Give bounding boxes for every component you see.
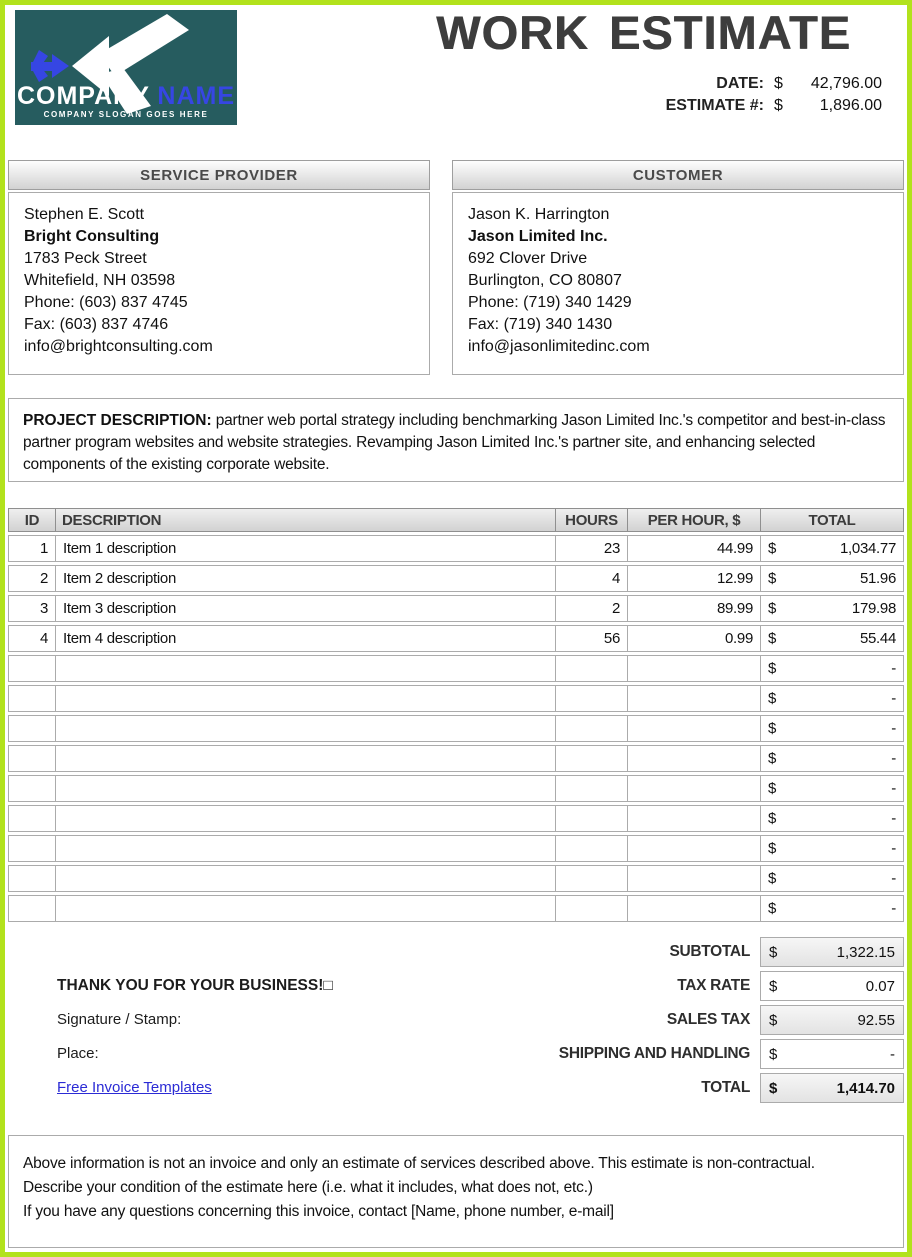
item-id-cell[interactable] (8, 655, 55, 682)
totals-label: TAX RATE (677, 977, 750, 994)
totals-value-cell (760, 937, 904, 967)
item-description-cell[interactable] (55, 745, 555, 772)
col-header-total: TOTAL (760, 508, 904, 532)
item-description-cell[interactable] (55, 715, 555, 742)
item-total-cell (760, 685, 904, 712)
item-total-cell-money (768, 570, 896, 587)
totals-amount: 0.07 (865, 977, 895, 995)
item-hours-cell[interactable] (555, 895, 627, 922)
disclaimer-line-2: Describe your condition of the estimate here (i.e. what it includes, what does not, etc.) (23, 1179, 593, 1196)
item-total-cell-amount: 1,034.77 (840, 540, 896, 557)
item-hours-cell[interactable] (555, 835, 627, 862)
item-total-cell (760, 595, 904, 622)
item-hours-cell[interactable] (555, 685, 627, 712)
company-slogan: COMPANY SLOGAN GOES HERE (43, 110, 209, 119)
item-id-cell[interactable] (8, 895, 55, 922)
project-description-box (8, 398, 904, 482)
col-header-per-hour: PER HOUR, $ (627, 508, 760, 532)
item-rate-cell[interactable]: 0.99 (627, 625, 760, 652)
estimate-number-currency: $ (774, 97, 783, 114)
totals-label: SUBTOTAL (669, 943, 750, 960)
free-invoice-templates-link[interactable]: Free Invoice Templates (57, 1079, 212, 1096)
item-total-cell (760, 805, 904, 832)
totals-label: SALES TAX (666, 1011, 750, 1028)
col-header-description: DESCRIPTION (55, 508, 555, 532)
item-hours-cell[interactable] (555, 715, 627, 742)
disclaimer-box (8, 1135, 904, 1248)
customer-fax: Fax: (719) 340 1430 (468, 316, 613, 333)
item-row-empty (8, 775, 904, 802)
item-total-cell-currency: $ (768, 900, 777, 917)
item-id-cell[interactable]: 3 (8, 595, 55, 622)
item-id-cell[interactable] (8, 865, 55, 892)
item-total-cell-amount: - (891, 720, 896, 737)
item-total-cell-amount: - (891, 870, 896, 887)
provider-name: Stephen E. Scott (24, 206, 145, 223)
item-rate-cell[interactable] (627, 895, 760, 922)
item-id-cell[interactable]: 4 (8, 625, 55, 652)
totals-value-cell (760, 1005, 904, 1035)
service-provider-details (8, 192, 430, 375)
item-total-cell (760, 865, 904, 892)
item-rate-cell[interactable]: 44.99 (627, 535, 760, 562)
item-id-cell[interactable]: 1 (8, 535, 55, 562)
item-hours-cell[interactable]: 4 (555, 565, 627, 592)
item-row-empty (8, 865, 904, 892)
item-total-cell (760, 565, 904, 592)
item-hours-cell[interactable] (555, 805, 627, 832)
thank-you-text: THANK YOU FOR YOUR BUSINESS!□ (57, 977, 333, 994)
item-description-cell[interactable] (55, 655, 555, 682)
item-total-cell-amount: - (891, 900, 896, 917)
item-total-cell-money (768, 600, 896, 617)
totals-currency: $ (769, 1045, 778, 1063)
item-total-cell-currency: $ (768, 570, 777, 587)
provider-email: info@brightconsulting.com (24, 338, 213, 355)
item-rate-cell[interactable] (627, 655, 760, 682)
item-total-cell-currency: $ (768, 540, 777, 557)
disclaimer-line-1: Above information is not an invoice and only an estimate of services described above. This estimate is non-contractual. (23, 1155, 815, 1172)
item-total-cell-currency: $ (768, 660, 777, 677)
item-row-empty (8, 835, 904, 862)
customer-street: 692 Clover Drive (468, 250, 588, 267)
totals-label: TOTAL (701, 1079, 750, 1096)
footer-left-column (57, 971, 477, 1107)
totals-value-cell (760, 1073, 904, 1103)
provider-street: 1783 Peck Street (24, 250, 147, 267)
item-description-cell[interactable] (55, 685, 555, 712)
customer-company: Jason Limited Inc. (468, 228, 608, 245)
item-id-cell[interactable] (8, 805, 55, 832)
item-total-cell-amount: 51.96 (859, 570, 896, 587)
company-logo (15, 10, 237, 125)
item-row-empty (8, 715, 904, 742)
item-rate-cell[interactable] (627, 775, 760, 802)
totals-currency: $ (769, 1079, 778, 1097)
estimate-number-value[interactable]: 1,896.00 (819, 97, 882, 114)
item-total-cell (760, 625, 904, 652)
item-total-cell-money (768, 750, 896, 767)
item-total-cell (760, 835, 904, 862)
totals-amount: 1,414.70 (836, 1079, 895, 1097)
item-row-empty (8, 685, 904, 712)
item-row (8, 625, 904, 652)
item-description-cell[interactable]: Item 1 description (55, 535, 555, 562)
totals-currency: $ (769, 1011, 778, 1029)
items-table-wrap (8, 505, 904, 925)
item-row-empty (8, 655, 904, 682)
items-header-row (8, 508, 904, 532)
customer-city: Burlington, CO 80807 (468, 272, 622, 289)
item-total-cell-currency: $ (768, 600, 777, 617)
item-row-empty (8, 745, 904, 772)
provider-city: Whitefield, NH 03598 (24, 272, 176, 289)
item-total-cell-money (768, 810, 896, 827)
col-header-id: ID (8, 508, 55, 532)
totals-amount: 1,322.15 (836, 943, 895, 961)
item-id-cell[interactable] (8, 715, 55, 742)
item-total-cell-amount: - (891, 840, 896, 857)
totals-currency: $ (769, 943, 778, 961)
item-total-cell (760, 715, 904, 742)
col-header-hours: HOURS (555, 508, 627, 532)
estimate-number-label: ESTIMATE #: (665, 97, 764, 114)
item-total-cell (760, 775, 904, 802)
item-rate-cell[interactable]: 12.99 (627, 565, 760, 592)
estimate-number-row (666, 95, 882, 117)
items-tbody (8, 535, 904, 922)
provider-company: Bright Consulting (24, 228, 160, 245)
totals-value-cell (760, 1039, 904, 1069)
item-rate-cell[interactable]: 89.99 (627, 595, 760, 622)
service-provider-box (8, 160, 430, 375)
item-description-cell[interactable] (55, 805, 555, 832)
project-description-label: PROJECT DESCRIPTION: (23, 412, 212, 429)
item-total-cell (760, 745, 904, 772)
item-id-cell[interactable] (8, 685, 55, 712)
totals-label: SHIPPING AND HANDLING (558, 1045, 750, 1062)
signature-stamp-label: Signature / Stamp: (57, 1011, 182, 1028)
item-total-cell-money (768, 720, 896, 737)
company-name (15, 82, 237, 111)
item-rate-cell[interactable] (627, 805, 760, 832)
item-id-cell[interactable] (8, 835, 55, 862)
item-total-cell-money (768, 540, 896, 557)
item-hours-cell[interactable]: 2 (555, 595, 627, 622)
customer-details (452, 192, 904, 375)
date-value[interactable]: 42,796.00 (810, 75, 882, 92)
date-label: DATE: (716, 75, 764, 92)
item-total-cell-currency: $ (768, 780, 777, 797)
item-total-cell-money (768, 630, 896, 647)
item-rate-cell[interactable] (627, 715, 760, 742)
item-total-cell-currency: $ (768, 840, 777, 857)
item-total-cell-currency: $ (768, 690, 777, 707)
provider-fax: Fax: (603) 837 4746 (24, 316, 169, 333)
item-total-cell-money (768, 690, 896, 707)
item-total-cell-amount: - (891, 780, 896, 797)
disclaimer-line-3: If you have any questions concerning this invoice, contact [Name, phone number, e-mail] (23, 1203, 614, 1220)
place-label: Place: (57, 1045, 99, 1062)
customer-phone: Phone: (719) 340 1429 (468, 294, 632, 311)
date-row (666, 73, 882, 95)
customer-email: info@jasonlimitedinc.com (468, 338, 650, 355)
item-description-cell[interactable] (55, 835, 555, 862)
item-row (8, 535, 904, 562)
item-total-cell-amount: - (891, 810, 896, 827)
item-row (8, 595, 904, 622)
item-total-cell-amount: 55.44 (859, 630, 896, 647)
item-hours-cell[interactable] (555, 775, 627, 802)
item-total-cell-money (768, 780, 896, 797)
date-currency: $ (774, 75, 783, 92)
item-total-cell-currency: $ (768, 630, 777, 647)
item-id-cell[interactable] (8, 745, 55, 772)
item-description-cell[interactable]: Item 4 description (55, 625, 555, 652)
item-hours-cell[interactable]: 23 (555, 535, 627, 562)
item-hours-cell[interactable]: 56 (555, 625, 627, 652)
items-table (8, 505, 904, 925)
item-total-cell-amount: 179.98 (851, 600, 896, 617)
item-total-cell-money (768, 870, 896, 887)
item-total-cell (760, 655, 904, 682)
item-total-cell-amount: - (891, 660, 896, 677)
company-name-word1: COMPANY (16, 82, 150, 110)
totals-currency: $ (769, 977, 778, 995)
page-title: WORK ESTIMATE (436, 6, 851, 59)
item-total-cell (760, 895, 904, 922)
item-rate-cell[interactable] (627, 835, 760, 862)
item-id-cell[interactable]: 2 (8, 565, 55, 592)
totals-row-subtotal (8, 937, 904, 967)
item-description-cell[interactable]: Item 2 description (55, 565, 555, 592)
service-provider-header: SERVICE PROVIDER (8, 160, 430, 190)
totals-value-cell (760, 971, 904, 1001)
item-row-empty (8, 895, 904, 922)
item-rate-cell[interactable] (627, 745, 760, 772)
totals-amount: 92.55 (857, 1011, 895, 1029)
item-total-cell-amount: - (891, 750, 896, 767)
item-rate-cell[interactable] (627, 865, 760, 892)
customer-header: CUSTOMER (452, 160, 904, 190)
item-description-cell[interactable] (55, 775, 555, 802)
item-total-cell-currency: $ (768, 810, 777, 827)
item-total-cell-currency: $ (768, 720, 777, 737)
item-row-empty (8, 805, 904, 832)
item-total-cell-money (768, 840, 896, 857)
estimate-meta (666, 73, 882, 117)
customer-name: Jason K. Harrington (468, 206, 610, 223)
project-description-text: partner web portal strategy including benchmarking Jason Limited Inc.'s competitor and best-in-class partner program websites and website strategies. Revamping Jason Limited Inc.'s partner site, and enhancing selected components of the existing corporate website. (23, 412, 886, 473)
item-hours-cell[interactable] (555, 865, 627, 892)
item-total-cell-currency: $ (768, 870, 777, 887)
customer-box (452, 160, 904, 375)
item-total-cell-money (768, 900, 896, 917)
item-total-cell-amount: - (891, 690, 896, 707)
item-description-cell[interactable] (55, 865, 555, 892)
totals-amount: - (890, 1045, 895, 1063)
item-total-cell-money (768, 660, 896, 677)
item-total-cell-currency: $ (768, 750, 777, 767)
company-name-word2: NAME (157, 82, 236, 110)
item-rate-cell[interactable] (627, 685, 760, 712)
item-hours-cell[interactable] (555, 655, 627, 682)
provider-phone: Phone: (603) 837 4745 (24, 294, 188, 311)
item-description-cell[interactable] (55, 895, 555, 922)
item-hours-cell[interactable] (555, 745, 627, 772)
item-id-cell[interactable] (8, 775, 55, 802)
item-total-cell (760, 535, 904, 562)
item-description-cell[interactable]: Item 3 description (55, 595, 555, 622)
item-row (8, 565, 904, 592)
